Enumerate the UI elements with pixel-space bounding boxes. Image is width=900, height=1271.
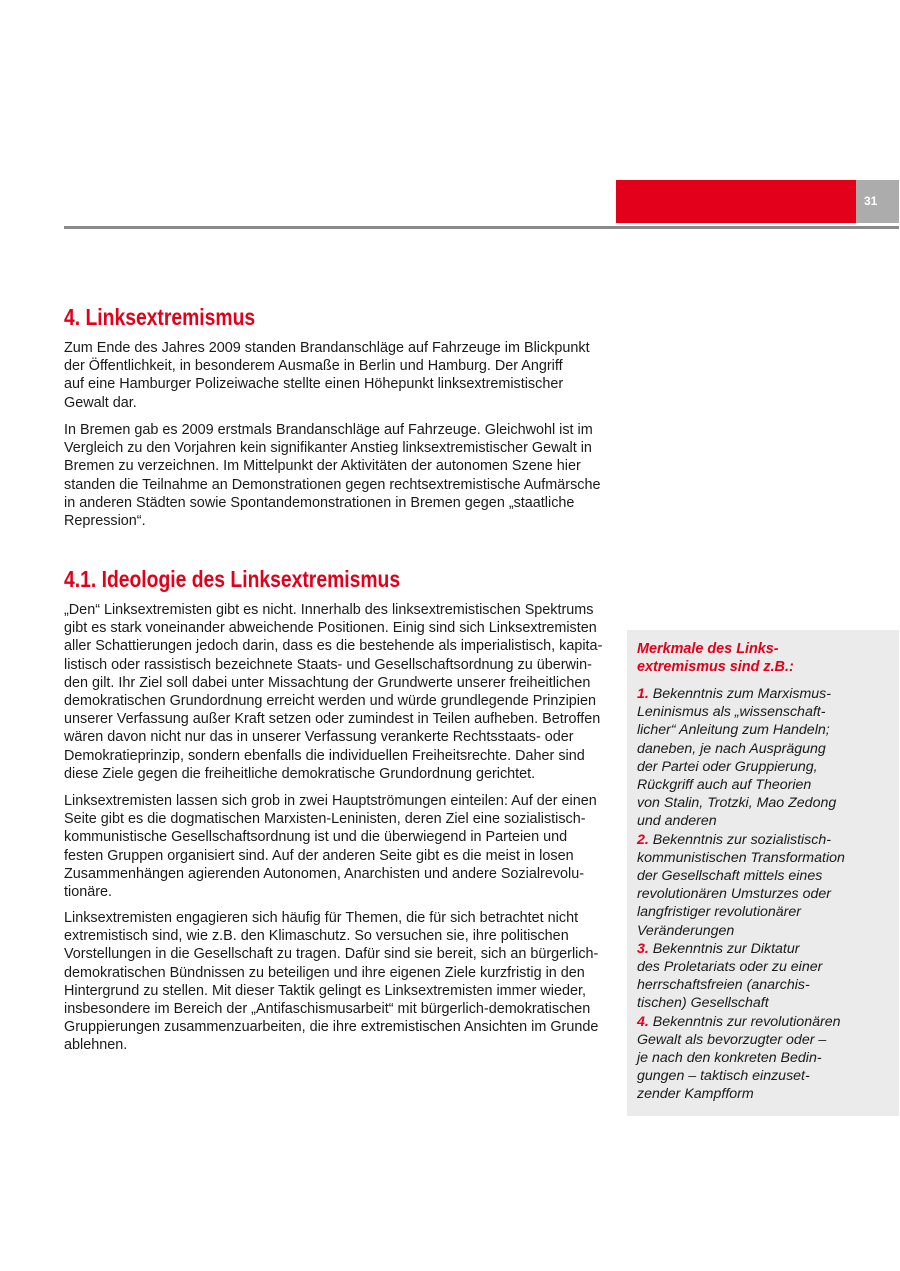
text-line: kommunistische Gesellschaftsordnung ist und die überwiegend in Parteien und — [64, 829, 568, 846]
item-text: Bekenntnis zur Diktatur — [648, 940, 800, 957]
text-line: Gruppierungen zusammenzuarbeiten, die ihre extremistischen Ansichten im Grunde — [64, 1019, 599, 1036]
item-number: 4. — [637, 1013, 649, 1030]
text-line: Repression“. — [64, 513, 146, 530]
text-line: Vorstellungen in die Gesellschaft zu tragen. Dafür sind sie bereit, sich an bürgerlich- — [64, 946, 599, 963]
sidebar-item-line: langfristiger revolutionärer — [637, 904, 802, 921]
header-accent-bar — [616, 180, 856, 223]
sidebar-item-line: von Stalin, Trotzki, Mao Zedong — [637, 795, 837, 812]
sidebar-item-line: Veränderungen — [637, 922, 735, 939]
sidebar-item-line: kommunistischen Transformation — [637, 849, 845, 866]
sidebar-item-line — [637, 1013, 845, 1031]
text-line: Zusammenhängen agierenden Autonomen, Anarchisten und andere Sozialrevolu- — [64, 865, 585, 882]
paragraph — [64, 601, 602, 783]
sidebar-item-line — [637, 940, 845, 958]
sidebar-item-line: der Partei oder Gruppierung, — [637, 758, 818, 775]
sidebar-item-line: tischen) Gesellschaft — [637, 995, 769, 1012]
text-line: in anderen Städten sowie Spontandemonstrationen in Bremen gegen „staatliche — [64, 494, 575, 511]
item-number: 1. — [637, 686, 649, 702]
item-text: Bekenntnis zur revolutionären — [648, 1013, 841, 1030]
text-line: den gilt. Ihr Ziel soll dabei unter Missachtung der Grundwerte unserer freiheitlichen — [64, 674, 591, 691]
sidebar-item-line: und anderen — [637, 813, 717, 830]
text-line: festen Gruppen organisiert sind. Auf der anderen Seite gibt es die meist in losen — [64, 847, 574, 864]
text-line: Zum Ende des Jahres 2009 standen Brandanschläge auf Fahrzeuge im Blickpunkt — [64, 340, 590, 356]
paragraph — [64, 339, 590, 412]
text-line: gibt es stark voneinander abweichende Positionen. Einig sind sich Linksextremisten — [64, 620, 597, 637]
text-line: demokratischen Bündnissen zu beteiligen und ihre eigenen Ziele kurzfristig in den — [64, 964, 585, 981]
sidebar-item-line — [637, 685, 845, 703]
text-line: listisch oder rassistisch bezeichnete Staats- und Gesellschaftsordnung zu überwin- — [64, 656, 592, 673]
item-number: 3. — [637, 940, 649, 957]
sidebar-item-line: licher“ Anleitung zum Handeln; — [637, 722, 830, 739]
item-number: 2. — [637, 831, 649, 848]
sidebar-item-line — [637, 831, 845, 849]
sidebar-item-line: je nach den konkreten Bedin- — [637, 1050, 822, 1067]
sidebar-title: Merkmale des Links- extremismus sind z.B.: — [637, 641, 794, 676]
text-line: Vergleich zu den Vorjahren kein signifikanter Anstieg linksextremistischer Gewalt in — [64, 440, 592, 457]
text-line: Linksextremisten engagieren sich häufig für Themen, die für sich betrachtet nicht — [64, 910, 579, 926]
sidebar-item-line: der Gesellschaft mittels eines — [637, 868, 823, 885]
text-line: Hintergrund zu stellen. Mit dieser Taktik gelingt es Linksextremisten immer wieder, — [64, 982, 587, 999]
text-line: der Öffentlichkeit, in besonderem Ausmaße in Berlin und Hamburg. Der Angriff — [64, 358, 563, 375]
sidebar-list — [637, 685, 845, 1104]
paragraph — [64, 909, 598, 1055]
sidebar-item-line: Rückgriff auch auf Theorien — [637, 777, 812, 794]
text-line: Bremen zu verzeichnen. Im Mittelpunkt der Aktivitäten der autonomen Szene hier — [64, 458, 581, 475]
item-text: Bekenntnis zur sozialistisch- — [648, 831, 831, 848]
text-line: wären davon nicht nur das in unserer Verfassung verankerte Rechtsstaats- oder — [64, 729, 574, 746]
text-line: Linksextremisten lassen sich grob in zwei Hauptströmungen einteilen: Auf der einen — [64, 793, 597, 809]
sidebar-item-line: zender Kampfform — [637, 1086, 754, 1103]
section-title-linksextremismus: 4. Linksextremismus — [64, 304, 256, 330]
text-line: „Den“ Linksextremisten gibt es nicht. Innerhalb des linksextremistischen Spektrums — [64, 602, 594, 618]
text-line: demokratischen Grundordnung erreicht werden und würde grundlegende Prinzipien — [64, 693, 596, 710]
page-number: 31 — [856, 180, 899, 223]
text-line: Gewalt dar. — [64, 394, 137, 411]
text-line: ablehnen. — [64, 1037, 128, 1054]
text-line: tionäre. — [64, 884, 112, 901]
text-line: extremistisch sind, wie z.B. den Klimaschutz. So versuchen sie, ihre politischen — [64, 928, 569, 945]
text-line: Seite gibt es die dogmatischen Marxisten-Leninisten, deren Ziel eine sozialistisch- — [64, 811, 586, 828]
sidebar-item-line: des Proletariats oder zu einer — [637, 959, 823, 976]
section-title-ideologie: 4.1. Ideologie des Linksextremismus — [64, 566, 401, 592]
text-line: insbesondere im Bereich der „Antifaschismusarbeit“ mit bürgerlich-demokratischen — [64, 1001, 591, 1018]
paragraph — [64, 792, 597, 901]
text-line: In Bremen gab es 2009 erstmals Brandanschläge auf Fahrzeuge. Gleichwohl ist im — [64, 422, 593, 438]
text-line: aller Schattierungen jedoch darin, dass es die bestehende als imperialistisch, kapita- — [64, 638, 603, 655]
item-text: Bekenntnis zum Marxismus- — [648, 686, 831, 702]
text-line: diese Ziele gegen die freiheitliche demokratische Grundordnung gerichtet. — [64, 765, 536, 782]
sidebar-item-line: Gewalt als bevorzugter oder – — [637, 1031, 827, 1048]
text-line: auf eine Hamburger Polizeiwache stellte einen Höhepunkt linksextremistischer — [64, 376, 564, 393]
sidebar-item-line: daneben, je nach Ausprägung — [637, 740, 826, 757]
sidebar-item-line: gungen – taktisch einzuset- — [637, 1068, 810, 1085]
sidebar-item-line: Leninismus als „wissenschaft- — [637, 704, 826, 721]
sidebar-item-line: revolutionären Umsturzes oder — [637, 886, 831, 903]
text-line: unserer Verfassung außer Kraft setzen oder zumindest in Teilen aufheben. Betroffen — [64, 711, 601, 728]
sidebar-item-line: herrschaftsfreien (anarchis- — [637, 977, 810, 994]
sidebar-merkmale-box — [627, 630, 899, 1116]
text-line: Demokratieprinzip, sondern ebenfalls die individuellen Freiheitsrechte. Daher sind — [64, 747, 585, 764]
header-divider — [64, 226, 899, 229]
paragraph — [64, 421, 601, 530]
text-line: standen die Teilnahme an Demonstrationen gegen rechtsextremistische Aufmärsche — [64, 476, 601, 493]
